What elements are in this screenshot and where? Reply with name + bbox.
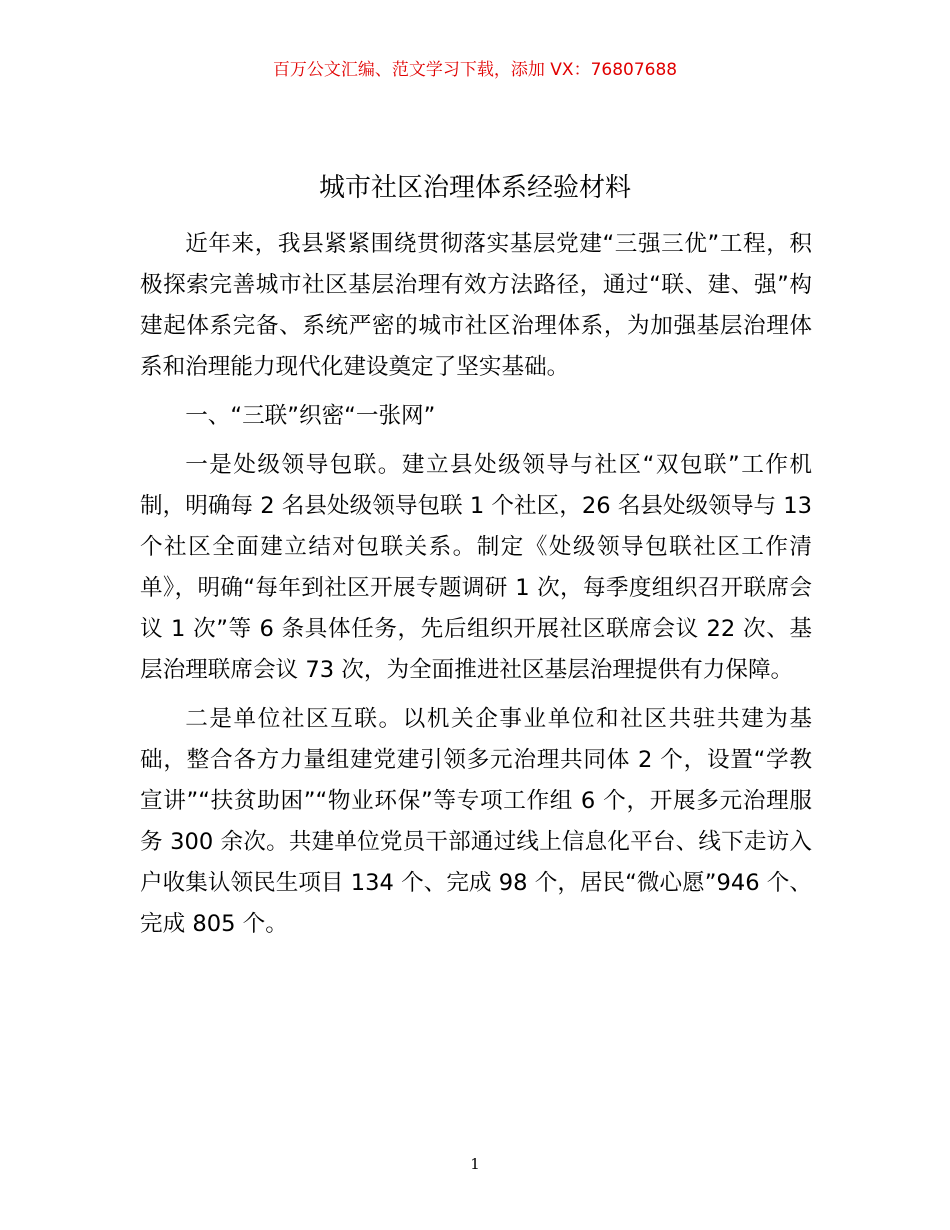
body-paragraph: 二是单位社区互联。以机关企事业单位和社区共驻共建为基础，整合各方力量组建党建引领多元治理共同体 2 个，设置“学教宣讲”“扶贫助困”“物业环保”等专项工作组 6 个，开展多元治理服务 300 余次。共建单位党员干部通过线上信息化平台、线下走访入户收集认领民生项目 134 个、完成 98 个，居民“微心愿”946 个、完成 805 个。: [140, 706, 812, 937]
page-number: 1: [470, 1155, 480, 1173]
watermark-header: 百万公文汇编、范文学习下载，添加 VX：76807688: [272, 60, 678, 80]
section-heading: 一、“三联”织密“一张网”: [185, 403, 436, 429]
document-title: 城市社区治理体系经验材料: [318, 173, 631, 203]
document-body: [140, 224, 812, 953]
intro-paragraph: 近年来，我县紧紧围绕贯彻落实基层党建“三强三优”工程，积极探索完善城市社区基层治理有效方法路径，通过“联、建、强”构建起体系完备、系统严密的城市社区治理体系，为加强基层治理体系和治理能力现代化建设奠定了坚实基础。: [140, 231, 812, 380]
body-paragraph: 一是处级领导包联。建立县处级领导与社区“双包联”工作机制，明确每 2 名县处级领导包联 1 个社区，26 名县处级领导与 13 个社区全面建立结对包联关系。制定《处级领导包联社区工作清单》，明确“每年到社区开展专题调研 1 次，每季度组织召开联席会议 1 次”等 6 条具体任务，先后组织开展社区联席会议 22 次、基层治理联席会议 73 次，为全面推进社区基层治理提供有力保障。: [140, 452, 812, 683]
